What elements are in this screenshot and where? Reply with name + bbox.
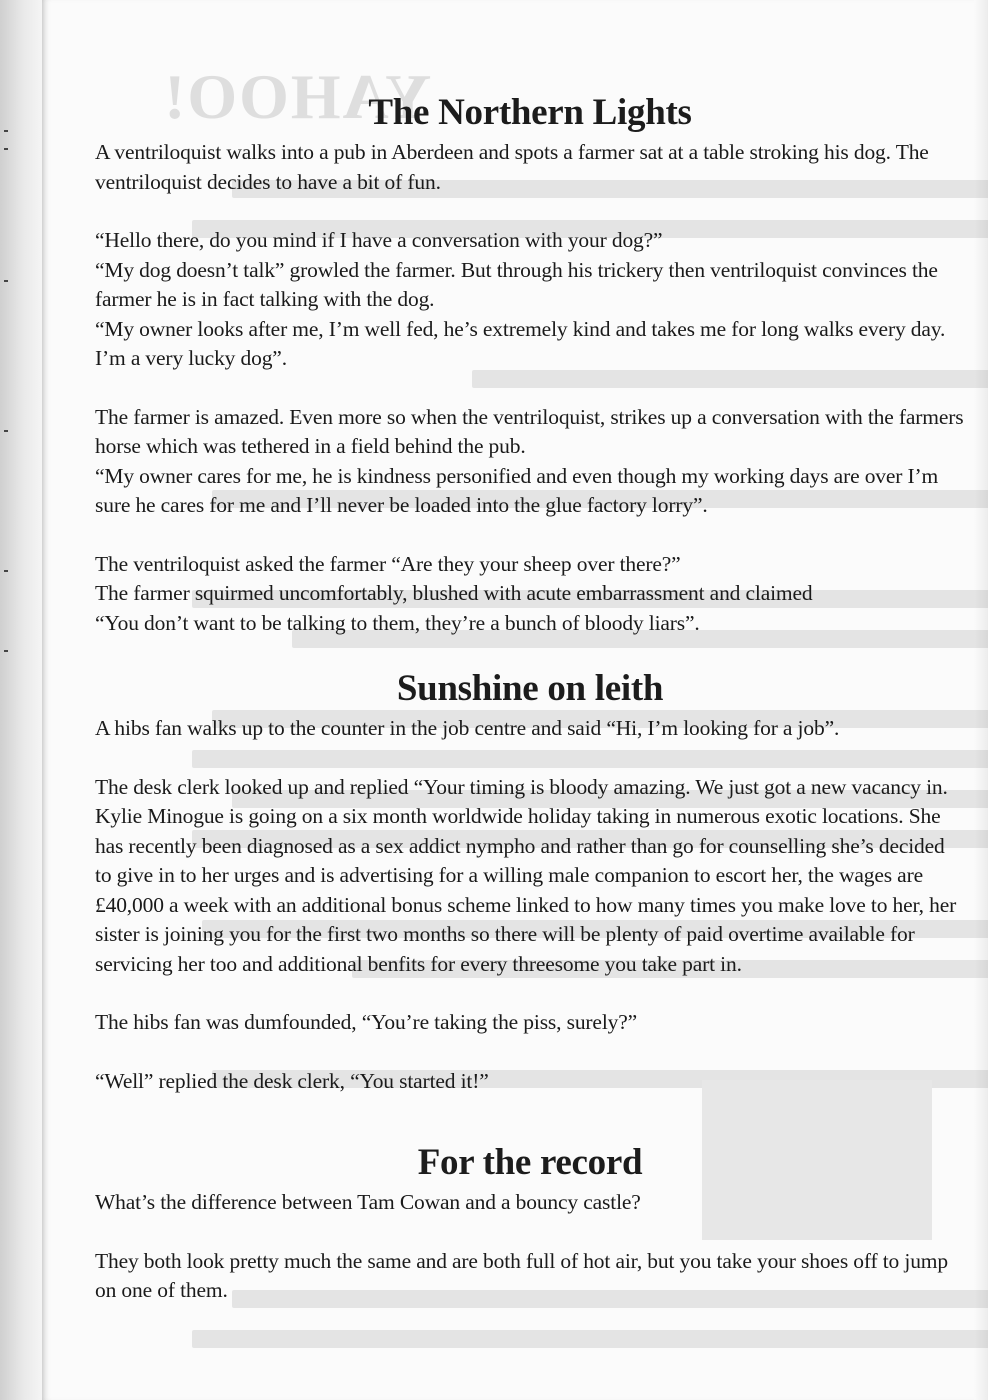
paragraph: They both look pretty much the same and are both full of hot air, but you take your shoes off to jump on one of them. xyxy=(95,1248,948,1302)
paragraph: What’s the difference between Tam Cowan and a bouncy castle? xyxy=(95,1190,641,1214)
section-title-northern-lights: The Northern Lights xyxy=(368,92,692,133)
paragraph: “My owner looks after me, I’m well fed, he’s extremely kind and takes me for long walks every day. I’m a very lucky dog”. xyxy=(95,316,946,370)
paragraph: “Well” replied the desk clerk, “You started it!” xyxy=(95,1068,489,1093)
article-content xyxy=(95,88,965,1306)
section-title-sunshine-on-leith: Sunshine on leith xyxy=(396,668,664,709)
paragraph: The farmer is amazed. Even more so when the ventriloquist, strikes up a conversation with the farmers horse which was tethered in a field behind the pub. xyxy=(95,404,964,458)
paragraph: “Hello there, do you mind if I have a conversation with your dog?” xyxy=(95,228,663,252)
paragraph: The hibs fan was dumfounded, “You’re taking the piss, surely?” xyxy=(95,1010,638,1034)
paragraph: “You don’t want to be talking to them, they’re a bunch of bloody liars”. xyxy=(95,610,700,635)
show-through-logo: YAHOO! xyxy=(162,70,432,132)
paragraph: The desk clerk looked up and replied “Your timing is bloody amazing. We just got a new vacancy in. Kylie Minogue is going on a six month worldwide holiday taking in numerous exotic locations. She has recently been diagnosed as a sex addict nympho and rather than go for counselling she’s decided to give in to her urges and is advertising for a willing male companion to escort her, the wages are £40,000 a week with an additional bonus scheme linked to how many times you make love to her, her sister is joining you for the first two months so there will be plenty of paid overtime available for servicing her too and additional benfits for every threesome you take part in. xyxy=(95,774,957,976)
paragraph: A hibs fan walks up to the counter in the job centre and said “Hi, I’m looking for a job”. xyxy=(95,716,840,740)
book-spine xyxy=(0,0,42,1400)
paragraph: “My dog doesn’t talk” growled the farmer. But through his trickery then ventriloquist convinces the farmer he is in fact talking with the dog. xyxy=(95,257,938,311)
paragraph: A ventriloquist walks into a pub in Aberdeen and spots a farmer sat at a table stroking his dog. The ventriloquist decides to have a bit of fun. xyxy=(95,140,929,194)
section-title-for-the-record: For the record xyxy=(417,1142,643,1183)
paragraph: The ventriloquist asked the farmer “Are they your sheep over there?” xyxy=(95,551,681,576)
paragraph: The farmer squirmed uncomfortably, blushed with acute embarrassment and claimed xyxy=(95,581,813,605)
paragraph: “My owner cares for me, he is kindness personified and even though my working days are over I’m sure he cares for me and I’ll never be loaded into the glue factory lorry”. xyxy=(95,463,939,517)
spine-marks xyxy=(4,130,14,730)
